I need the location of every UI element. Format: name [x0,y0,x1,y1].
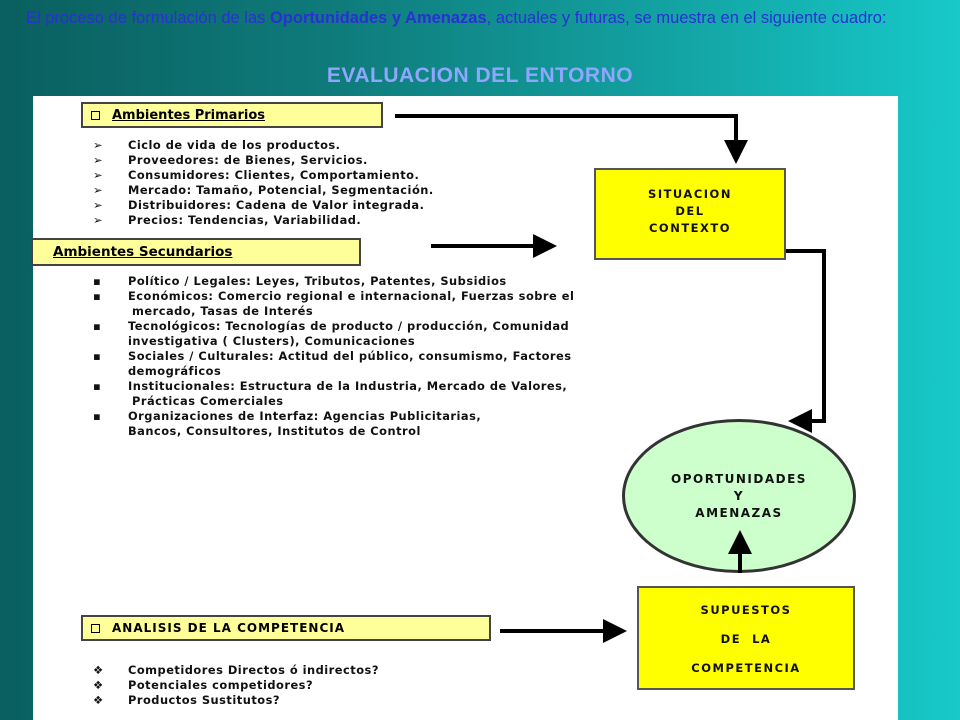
arrow-bullet-icon: ➢ [93,138,104,152]
list-item: ▪ Organizaciones de Interfaz: Agencias Publicitarias, Bancos, Consultores, Institutos de Control [93,409,482,438]
square-bullet-icon: ▪ [93,274,102,288]
oportunidades-circle: OPORTUNIDADES Y AMENAZAS [622,419,856,573]
list-item: ➢ Mercado: Tamaño, Potencial, Segmentación. [93,183,434,197]
list-item: ❖ Potenciales competidores? [93,678,314,692]
list-item: ▪ Institucionales: Estructura de la Industria, Mercado de Valores, Prácticas Comerciales [93,379,568,408]
diagram-panel [33,96,898,720]
arrow-bullet-icon: ➢ [93,183,104,197]
supuestos-box: SUPUESTOS DE LA COMPETENCIA [637,586,855,690]
secundarios-header: Ambientes Secundarios [31,238,361,266]
arrow-connectors [33,96,898,720]
diamond-bullet-icon: ❖ [93,678,104,692]
list-item: ➢ Consumidores: Clientes, Comportamiento. [93,168,420,182]
list-item: ▪ Político / Legales: Leyes, Tributos, Patentes, Subsidios [93,274,507,288]
list-item: ▪ Tecnológicos: Tecnologías de producto / producción, Comunidad investigativa ( Clusters), Comunicaciones [93,319,570,348]
diamond-bullet-icon: ❖ [93,663,104,677]
list-item: ➢ Precios: Tendencias, Variabilidad. [93,213,362,227]
list-item: ❖ Competidores Directos ó indirectos? [93,663,379,677]
square-bullet-icon: ▪ [93,409,102,423]
list-item: ➢ Distribuidores: Cadena de Valor integrada. [93,198,425,212]
arrow-bullet-icon: ➢ [93,213,104,227]
list-item: ▪ Económicos: Comercio regional e internacional, Fuerzas sobre el mercado, Tasas de Interés [93,289,575,318]
competencia-header: ANALISIS DE LA COMPETENCIA [81,615,491,641]
square-bullet-icon: ▪ [93,319,102,333]
arrow-bullet-icon: ➢ [93,168,104,182]
list-item: ▪ Sociales / Culturales: Actitud del público, consumismo, Factores demográficos [93,349,572,378]
list-item: ➢ Proveedores: de Bienes, Servicios. [93,153,368,167]
arrow-bullet-icon: ➢ [93,153,104,167]
arrow-bullet-icon: ➢ [93,198,104,212]
situacion-box: SITUACION DEL CONTEXTO [594,168,786,260]
diamond-bullet-icon: ❖ [93,693,104,707]
primarios-header: Ambientes Primarios [81,102,383,128]
square-bullet-icon: ▪ [93,379,102,393]
intro-text: El proceso de formulación de las Oportunidades y Amenazas, actuales y futuras, se muestra en el siguiente cuadro: [26,9,887,27]
square-bullet-icon: ▪ [93,349,102,363]
square-bullet-icon: ▪ [93,289,102,303]
diagram-heading: EVALUACION DEL ENTORNO [326,64,634,87]
list-item: ➢ Ciclo de vida de los productos. [93,138,341,152]
arrow-situacion-to-oportunidades [786,251,824,421]
arrow-primarios-to-situacion [395,116,736,152]
list-item: ❖ Productos Sustitutos? [93,693,280,707]
